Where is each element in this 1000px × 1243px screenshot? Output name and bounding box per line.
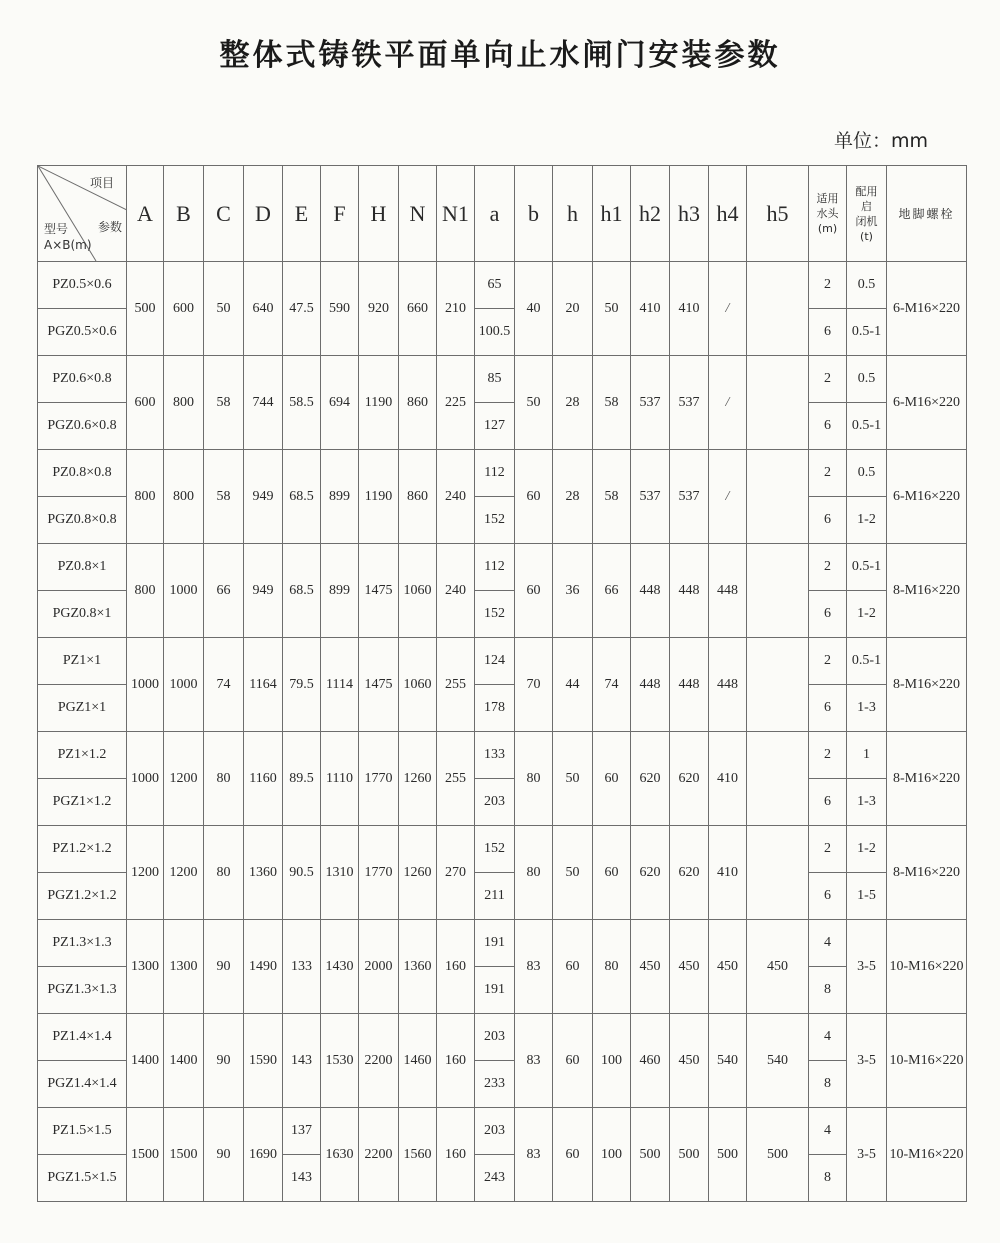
cell-d: 744: [244, 356, 283, 450]
cell-c: 80: [204, 826, 244, 920]
cell-a-top: 112: [475, 544, 515, 591]
model-pgz-cell: PGZ1×1.2: [38, 779, 127, 826]
cell-water-head-top: 2: [809, 544, 847, 591]
model-pz-cell: PZ1.4×1.4: [38, 1014, 127, 1061]
cell-f: 1114: [321, 638, 359, 732]
cell-f: 1310: [321, 826, 359, 920]
cell-anchor-bolt: 10-M16×220: [887, 1014, 967, 1108]
cell-a: 500: [127, 262, 164, 356]
cell-anchor-bolt: 6-M16×220: [887, 356, 967, 450]
table-row: [38, 638, 967, 685]
cell-b: 800: [164, 450, 204, 544]
cell-f: 1110: [321, 732, 359, 826]
corner-model-label: 型号: [44, 222, 69, 236]
cell-h1: 50: [593, 262, 631, 356]
cell-h: 28: [553, 450, 593, 544]
model-pz-cell: PZ0.8×0.8: [38, 450, 127, 497]
col-header-h: h: [553, 166, 593, 262]
cell-h3: 500: [670, 1108, 709, 1202]
cell-n: 1260: [399, 732, 437, 826]
col-header-water-head-line: (m): [817, 222, 838, 235]
cell-e-top: 137: [283, 1108, 321, 1155]
cell-n: 1460: [399, 1014, 437, 1108]
cell-h3: 537: [670, 356, 709, 450]
cell-a: 800: [127, 544, 164, 638]
cell-h5: [747, 732, 809, 826]
cell-f: 1530: [321, 1014, 359, 1108]
cell-water-head-bottom: 6: [809, 591, 847, 638]
cell-c: 90: [204, 1014, 244, 1108]
cell-a-bottom: 178: [475, 685, 515, 732]
cell-a-bottom: 211: [475, 873, 515, 920]
cell-f: 590: [321, 262, 359, 356]
cell-d: 1164: [244, 638, 283, 732]
cell-h2: 450: [631, 920, 670, 1014]
cell-water-head-top: 2: [809, 356, 847, 403]
cell-water-head-top: 4: [809, 920, 847, 967]
cell-h5: 500: [747, 1108, 809, 1202]
cell-water-head-bottom: 6: [809, 685, 847, 732]
col-header-h5: h5: [747, 166, 809, 262]
col-header-hoist-line: 配用: [855, 184, 878, 198]
cell-e: 47.5: [283, 262, 321, 356]
cell-n: 660: [399, 262, 437, 356]
cell-water-head-bottom: 6: [809, 497, 847, 544]
cell-anchor-bolt: 8-M16×220: [887, 826, 967, 920]
cell-b: 1000: [164, 544, 204, 638]
cell-f: 1630: [321, 1108, 359, 1202]
col-header-b: B: [164, 166, 204, 262]
cell-f: 1430: [321, 920, 359, 1014]
cell-h3: 450: [670, 1014, 709, 1108]
cell-b: 40: [515, 262, 553, 356]
cell-h: 1770: [359, 732, 399, 826]
cell-h2: 460: [631, 1014, 670, 1108]
cell-h: 1190: [359, 450, 399, 544]
cell-h: 920: [359, 262, 399, 356]
cell-water-head-bottom: 6: [809, 403, 847, 450]
page-title: 整体式铸铁平面单向止水闸门安装参数: [219, 38, 781, 73]
cell-d: 1360: [244, 826, 283, 920]
col-header-e: E: [283, 166, 321, 262]
cell-hoist-bottom: 1-3: [847, 779, 887, 826]
table-row: [38, 920, 967, 967]
cell-n: 860: [399, 356, 437, 450]
cell-e: 58.5: [283, 356, 321, 450]
cell-h4: 448: [709, 544, 747, 638]
cell-a: 1400: [127, 1014, 164, 1108]
col-header-hoist: [847, 166, 887, 262]
cell-water-head-top: 2: [809, 638, 847, 685]
cell-h: 50: [553, 826, 593, 920]
cell-a: 800: [127, 450, 164, 544]
cell-c: 58: [204, 450, 244, 544]
cell-h: 1770: [359, 826, 399, 920]
table-row: [38, 544, 967, 591]
cell-f: 899: [321, 544, 359, 638]
cell-hoist-bottom: 0.5-1: [847, 309, 887, 356]
cell-h: 1475: [359, 638, 399, 732]
cell-h1: 100: [593, 1108, 631, 1202]
cell-hoist-top: 0.5-1: [847, 638, 887, 685]
cell-water-head-bottom: 6: [809, 873, 847, 920]
cell-c: 80: [204, 732, 244, 826]
col-header-a: a: [475, 166, 515, 262]
cell-n: 1060: [399, 638, 437, 732]
cell-a: 1000: [127, 638, 164, 732]
cell-b: 1000: [164, 638, 204, 732]
corner-header: [38, 166, 127, 262]
col-header-water-head-line: 适用: [816, 192, 839, 205]
cell-a: 1500: [127, 1108, 164, 1202]
cell-n1: 225: [437, 356, 475, 450]
col-header-h3: h3: [670, 166, 709, 262]
cell-water-head-top: 2: [809, 826, 847, 873]
cell-d: 1690: [244, 1108, 283, 1202]
cell-h3: 448: [670, 544, 709, 638]
cell-h4: 540: [709, 1014, 747, 1108]
cell-h1: 80: [593, 920, 631, 1014]
model-pgz-cell: PGZ1.3×1.3: [38, 967, 127, 1014]
model-pgz-cell: PGZ1×1: [38, 685, 127, 732]
cell-h: 2000: [359, 920, 399, 1014]
cell-a-top: 152: [475, 826, 515, 873]
cell-anchor-bolt: 6-M16×220: [887, 262, 967, 356]
model-pgz-cell: PGZ1.5×1.5: [38, 1155, 127, 1202]
cell-a-top: 124: [475, 638, 515, 685]
cell-h: 36: [553, 544, 593, 638]
cell-b: 1200: [164, 732, 204, 826]
cell-h1: 66: [593, 544, 631, 638]
cell-n1: 240: [437, 544, 475, 638]
table-body: [38, 262, 967, 1202]
cell-a-bottom: 100.5: [475, 309, 515, 356]
cell-h3: 537: [670, 450, 709, 544]
cell-c: 66: [204, 544, 244, 638]
cell-n: 1060: [399, 544, 437, 638]
cell-h: 28: [553, 356, 593, 450]
cell-a-bottom: 127: [475, 403, 515, 450]
model-pz-cell: PZ0.5×0.6: [38, 262, 127, 309]
cell-c: 74: [204, 638, 244, 732]
cell-water-head-top: 4: [809, 1014, 847, 1061]
cell-h5: [747, 826, 809, 920]
cell-hoist-top: 0.5: [847, 356, 887, 403]
cell-h1: 100: [593, 1014, 631, 1108]
cell-h: 1475: [359, 544, 399, 638]
col-header-hoist-line: 闭机: [855, 214, 878, 228]
cell-a: 1200: [127, 826, 164, 920]
cell-d: 640: [244, 262, 283, 356]
cell-n: 1260: [399, 826, 437, 920]
cell-hoist-bottom: 1-2: [847, 591, 887, 638]
cell-anchor-bolt: 8-M16×220: [887, 638, 967, 732]
cell-a-top: 203: [475, 1014, 515, 1061]
cell-n1: 160: [437, 1014, 475, 1108]
cell-a-bottom: 243: [475, 1155, 515, 1202]
cell-h5: 540: [747, 1014, 809, 1108]
cell-n1: 210: [437, 262, 475, 356]
cell-h: 2200: [359, 1108, 399, 1202]
cell-d: 949: [244, 450, 283, 544]
col-header-hoist-line: 启: [861, 199, 872, 213]
model-pz-cell: PZ1.2×1.2: [38, 826, 127, 873]
cell-h1: 58: [593, 356, 631, 450]
cell-a-bottom: 191: [475, 967, 515, 1014]
cell-water-head-bottom: 6: [809, 779, 847, 826]
cell-b: 83: [515, 1108, 553, 1202]
table-row: [38, 356, 967, 403]
cell-water-head-bottom: 8: [809, 1155, 847, 1202]
parameter-table: [37, 165, 967, 1202]
cell-h: 60: [553, 1014, 593, 1108]
cell-n1: 160: [437, 1108, 475, 1202]
cell-water-head-bottom: 8: [809, 967, 847, 1014]
cell-a-bottom: 152: [475, 497, 515, 544]
cell-h4: /: [709, 356, 747, 450]
cell-h4: 410: [709, 732, 747, 826]
cell-h2: 620: [631, 826, 670, 920]
table-row: [38, 1014, 967, 1061]
col-header-h4: h4: [709, 166, 747, 262]
cell-h5: [747, 356, 809, 450]
model-pz-cell: PZ1.3×1.3: [38, 920, 127, 967]
table-row: [38, 1108, 967, 1155]
model-pgz-cell: PGZ1.2×1.2: [38, 873, 127, 920]
cell-hoist-top: 0.5: [847, 262, 887, 309]
col-header-h2: h2: [631, 166, 670, 262]
cell-e-bottom: 143: [283, 1155, 321, 1202]
cell-b: 800: [164, 356, 204, 450]
cell-h3: 448: [670, 638, 709, 732]
cell-hoist-top: 0.5: [847, 450, 887, 497]
cell-h5: 450: [747, 920, 809, 1014]
cell-h: 2200: [359, 1014, 399, 1108]
cell-h4: /: [709, 262, 747, 356]
cell-c: 90: [204, 1108, 244, 1202]
cell-hoist-bottom: 0.5-1: [847, 403, 887, 450]
model-pgz-cell: PGZ0.8×0.8: [38, 497, 127, 544]
cell-h: 50: [553, 732, 593, 826]
cell-n: 860: [399, 450, 437, 544]
cell-e: 143: [283, 1014, 321, 1108]
cell-hoist-bottom: 1-3: [847, 685, 887, 732]
cell-anchor-bolt: 8-M16×220: [887, 732, 967, 826]
cell-h3: 410: [670, 262, 709, 356]
cell-h2: 620: [631, 732, 670, 826]
model-pgz-cell: PGZ0.5×0.6: [38, 309, 127, 356]
cell-h5: [747, 262, 809, 356]
cell-a-top: 191: [475, 920, 515, 967]
cell-hoist: 3-5: [847, 920, 887, 1014]
cell-n1: 240: [437, 450, 475, 544]
model-pz-cell: PZ1×1.2: [38, 732, 127, 779]
cell-a-top: 203: [475, 1108, 515, 1155]
col-header-d: D: [244, 166, 283, 262]
cell-h: 1190: [359, 356, 399, 450]
cell-water-head-top: 2: [809, 450, 847, 497]
cell-a-bottom: 203: [475, 779, 515, 826]
cell-b: 80: [515, 826, 553, 920]
unit-label: 单位：mm: [833, 130, 928, 152]
cell-c: 58: [204, 356, 244, 450]
cell-h4: /: [709, 450, 747, 544]
cell-h5: [747, 450, 809, 544]
cell-b: 1200: [164, 826, 204, 920]
cell-f: 899: [321, 450, 359, 544]
table-row: [38, 732, 967, 779]
model-pgz-cell: PGZ0.8×1: [38, 591, 127, 638]
cell-hoist: 3-5: [847, 1108, 887, 1202]
cell-a: 600: [127, 356, 164, 450]
cell-h4: 448: [709, 638, 747, 732]
col-header-hoist-line: (t): [860, 229, 873, 243]
cell-e: 90.5: [283, 826, 321, 920]
cell-f: 694: [321, 356, 359, 450]
cell-a-top: 85: [475, 356, 515, 403]
cell-b: 83: [515, 1014, 553, 1108]
cell-water-head-top: 2: [809, 732, 847, 779]
cell-h3: 450: [670, 920, 709, 1014]
cell-h4: 450: [709, 920, 747, 1014]
col-header-water-head-line: 水头: [816, 207, 839, 220]
cell-water-head-bottom: 6: [809, 309, 847, 356]
cell-a-bottom: 233: [475, 1061, 515, 1108]
cell-d: 1590: [244, 1014, 283, 1108]
cell-h2: 448: [631, 638, 670, 732]
cell-hoist: 3-5: [847, 1014, 887, 1108]
cell-n1: 255: [437, 638, 475, 732]
model-pz-cell: PZ0.6×0.8: [38, 356, 127, 403]
cell-anchor-bolt: 10-M16×220: [887, 920, 967, 1014]
cell-h2: 537: [631, 450, 670, 544]
table-row: [38, 826, 967, 873]
cell-h: 44: [553, 638, 593, 732]
cell-hoist-top: 0.5-1: [847, 544, 887, 591]
cell-h: 60: [553, 920, 593, 1014]
cell-hoist-bottom: 1-5: [847, 873, 887, 920]
cell-b: 60: [515, 450, 553, 544]
header-row: [38, 166, 967, 262]
corner-item-label: 项目: [90, 176, 115, 190]
model-pz-cell: PZ1×1: [38, 638, 127, 685]
cell-anchor-bolt: 8-M16×220: [887, 544, 967, 638]
cell-b: 1400: [164, 1014, 204, 1108]
cell-a-bottom: 152: [475, 591, 515, 638]
corner-ab-label: A×B(m): [44, 238, 92, 252]
col-header-anchor-bolt: 地脚螺栓: [887, 166, 967, 262]
col-header-b: b: [515, 166, 553, 262]
cell-e: 89.5: [283, 732, 321, 826]
cell-water-head-top: 2: [809, 262, 847, 309]
cell-h1: 60: [593, 826, 631, 920]
cell-e: 68.5: [283, 450, 321, 544]
cell-b: 50: [515, 356, 553, 450]
cell-e: 68.5: [283, 544, 321, 638]
cell-hoist-top: 1-2: [847, 826, 887, 873]
cell-h5: [747, 544, 809, 638]
col-header-c: C: [204, 166, 244, 262]
col-header-water-head: [809, 166, 847, 262]
col-header-f: F: [321, 166, 359, 262]
cell-anchor-bolt: 6-M16×220: [887, 450, 967, 544]
cell-a: 1000: [127, 732, 164, 826]
cell-water-head-top: 4: [809, 1108, 847, 1155]
corner-param-label: 参数: [98, 220, 123, 234]
cell-water-head-bottom: 8: [809, 1061, 847, 1108]
col-header-h1: h1: [593, 166, 631, 262]
cell-b: 1300: [164, 920, 204, 1014]
cell-a-top: 65: [475, 262, 515, 309]
cell-n: 1560: [399, 1108, 437, 1202]
cell-d: 1490: [244, 920, 283, 1014]
cell-e: 133: [283, 920, 321, 1014]
cell-a-top: 112: [475, 450, 515, 497]
cell-b: 600: [164, 262, 204, 356]
cell-d: 949: [244, 544, 283, 638]
cell-n: 1360: [399, 920, 437, 1014]
cell-h2: 500: [631, 1108, 670, 1202]
cell-h1: 60: [593, 732, 631, 826]
cell-hoist-bottom: 1-2: [847, 497, 887, 544]
cell-h1: 58: [593, 450, 631, 544]
cell-d: 1160: [244, 732, 283, 826]
cell-b: 1500: [164, 1108, 204, 1202]
cell-b: 80: [515, 732, 553, 826]
cell-h5: [747, 638, 809, 732]
cell-c: 50: [204, 262, 244, 356]
cell-h: 20: [553, 262, 593, 356]
cell-n1: 255: [437, 732, 475, 826]
cell-h3: 620: [670, 732, 709, 826]
cell-h1: 74: [593, 638, 631, 732]
cell-hoist-top: 1: [847, 732, 887, 779]
col-header-n: N: [399, 166, 437, 262]
model-pgz-cell: PGZ0.6×0.8: [38, 403, 127, 450]
model-pz-cell: PZ1.5×1.5: [38, 1108, 127, 1155]
cell-anchor-bolt: 10-M16×220: [887, 1108, 967, 1202]
cell-h4: 410: [709, 826, 747, 920]
cell-b: 70: [515, 638, 553, 732]
cell-h2: 537: [631, 356, 670, 450]
cell-e: 79.5: [283, 638, 321, 732]
cell-h: 60: [553, 1108, 593, 1202]
cell-c: 90: [204, 920, 244, 1014]
cell-n1: 270: [437, 826, 475, 920]
model-pz-cell: PZ0.8×1: [38, 544, 127, 591]
model-pgz-cell: PGZ1.4×1.4: [38, 1061, 127, 1108]
col-header-h: H: [359, 166, 399, 262]
cell-n1: 160: [437, 920, 475, 1014]
cell-b: 83: [515, 920, 553, 1014]
cell-h2: 410: [631, 262, 670, 356]
cell-a-top: 133: [475, 732, 515, 779]
col-header-n1: N1: [437, 166, 475, 262]
cell-a: 1300: [127, 920, 164, 1014]
cell-h3: 620: [670, 826, 709, 920]
table-row: [38, 450, 967, 497]
cell-h4: 500: [709, 1108, 747, 1202]
col-header-a: A: [127, 166, 164, 262]
table-row: [38, 262, 967, 309]
cell-b: 60: [515, 544, 553, 638]
cell-h2: 448: [631, 544, 670, 638]
